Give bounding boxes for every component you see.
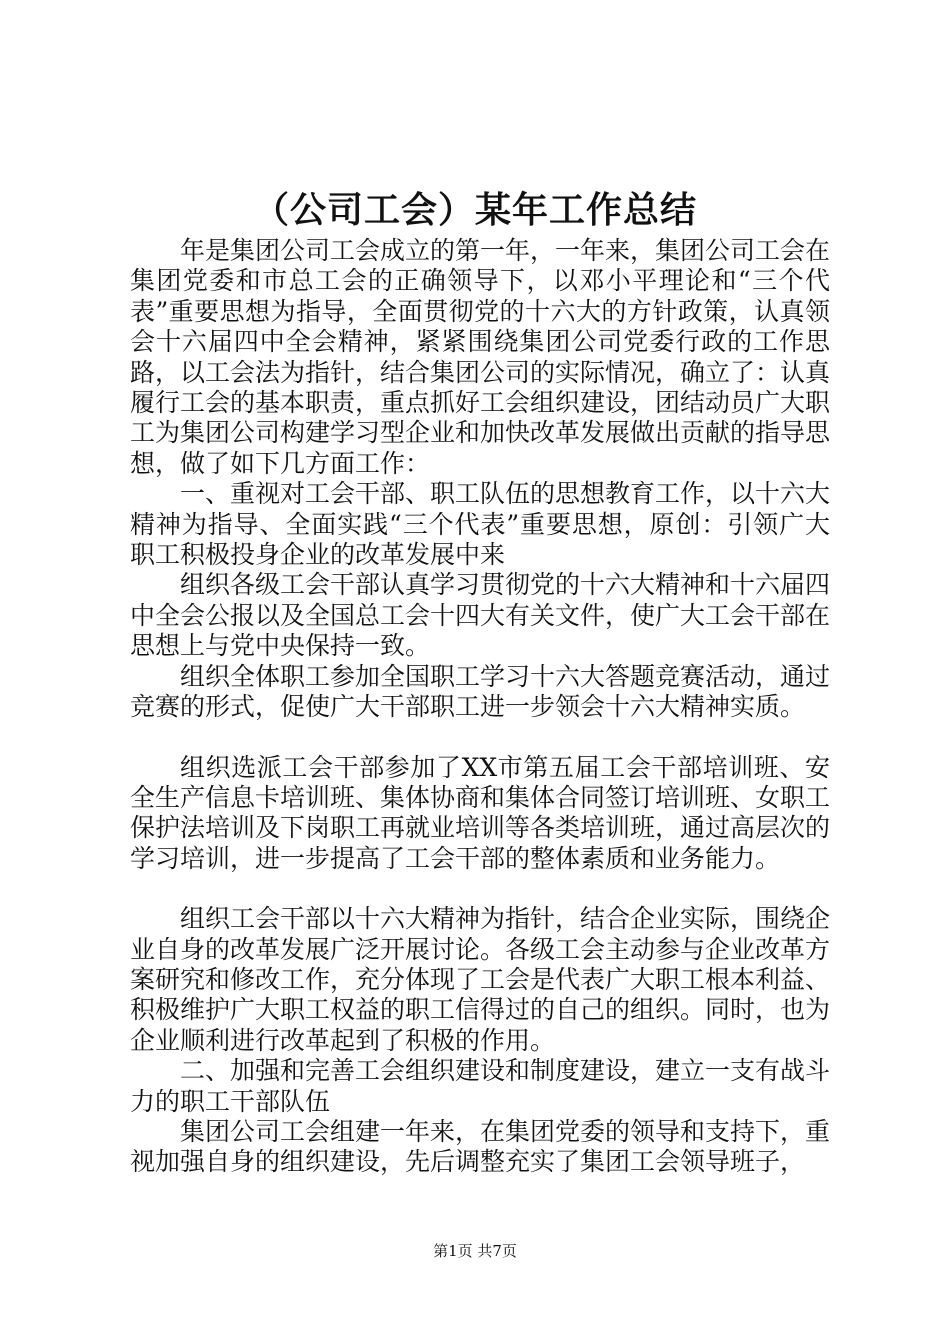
paragraph-section-1-heading: 一、重视对工会干部、职工队伍的思想教育工作，以十六大精神为指导、全面实践“三个代表”重要思想，原创：引领广大职工积极投身企业的改革发展中来: [130, 479, 831, 570]
document-body: [130, 236, 830, 1178]
paragraph-organization: 集团公司工会组建一年来，在集团党委的领导和支持下，重视加强自身的组织建设，先后调整充实了集团工会领导班子，: [130, 1116, 831, 1177]
paragraph-training: 组织选派工会干部参加了XX市第五届工会干部培训班、安全生产信息卡培训班、集体协商和集体合同签订培训班、女职工保护法培训及下岗职工再就业培训等各类培训班，通过高层次的学习培训，进一步提高了工会干部的整体素质和业务能力。: [130, 752, 831, 873]
paragraph-section-2-heading: 二、加强和完善工会组织建设和制度建设，建立一支有战斗力的职工干部队伍: [130, 1056, 831, 1116]
paragraph-reform-discussion: 组织工会干部以十六大精神为指针，结合企业实际，围绕企业自身的改革发展广泛开展讨论。各级工会主动参与企业改革方案研究和修改工作，充分体现了工会是代表广大职工根本利益、积极维护广大职工权益的职工信得过的自己的组织。同时，也为企业顺利进行改革起到了积极的作用。: [130, 904, 831, 1055]
paragraph-intro: 年是集团公司工会成立的第一年，一年来，集团公司工会在集团党委和市总工会的正确领导下，以邓小平理论和“三个代表”重要思想为指导，全面贯彻党的十六大的方针政策，认真领会十六届四中全会精神，紧紧围绕集团公司党委行政的工作思路，以工会法为指针，结合集团公司的实际情况，确立了：认真履行工会的基本职责，重点抓好工会组织建设，团结动员广大职工为集团公司构建学习型企业和加快改革发展做出贡献的指导思想，做了如下几方面工作：: [130, 236, 831, 478]
page-number-footer: 第1页 共7页: [433, 1242, 517, 1260]
paragraph-study-congress: 组织各级工会干部认真学习贯彻党的十六大精神和十六届四中全会公报以及全国总工会十四大有关文件，使广大工会干部在思想上与党中央保持一致。: [130, 570, 831, 661]
document-title: （公司工会）某年工作总结: [252, 189, 697, 231]
paragraph-quiz-contest: 组织全体职工参加全国职工学习十六大答题竞赛活动，通过竞赛的形式，促使广大干部职工进一步领会十六大精神实质。: [130, 661, 831, 722]
